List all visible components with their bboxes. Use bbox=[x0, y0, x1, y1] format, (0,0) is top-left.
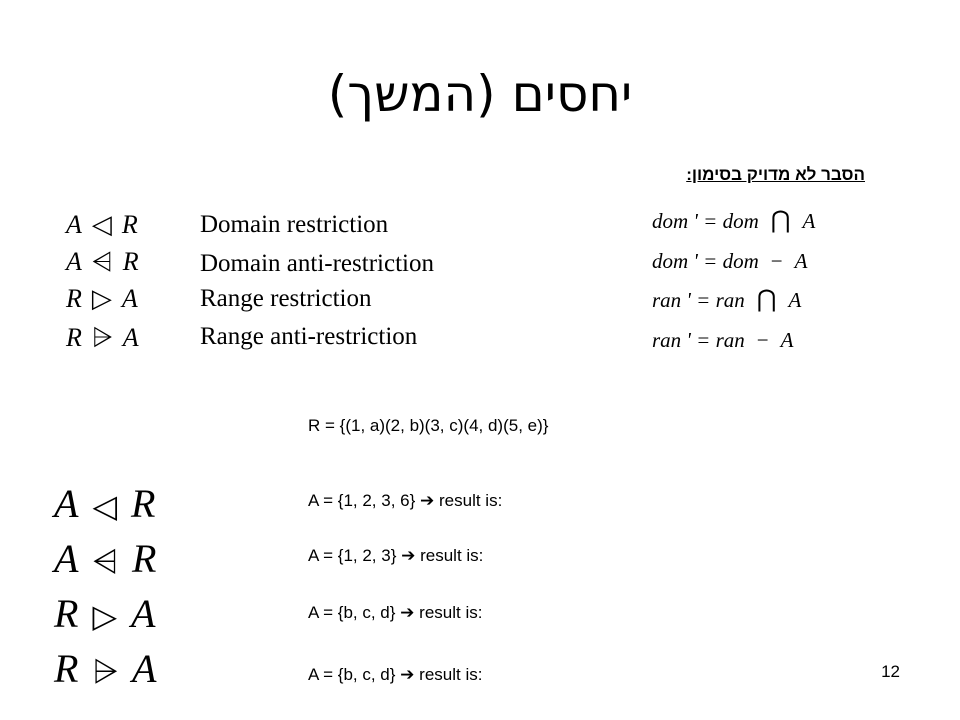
notation-note-label: הסבר לא מדויק בסימון: bbox=[686, 165, 865, 184]
exercise-symbol-domain-restriction: A ◁ R bbox=[54, 481, 156, 526]
arrow-right-icon: ➔ bbox=[401, 546, 416, 566]
formula-range-anti-restriction: ran ' = ran − A bbox=[652, 328, 794, 352]
arrow-right-icon: ➔ bbox=[400, 665, 415, 685]
operator-label-range-restriction: Range restriction bbox=[200, 285, 372, 312]
exercise-line-domain-restriction: A = {1, 2, 3, 6} ➔ result is: bbox=[308, 491, 503, 511]
page-number: 12 bbox=[881, 662, 900, 681]
exercise-symbol-domain-anti-restriction: A ⩤ R bbox=[54, 536, 157, 581]
operator-label-domain-anti-restriction: Domain anti-restriction bbox=[200, 250, 434, 277]
formula-domain-restriction: dom ' = dom ⋂ A bbox=[652, 208, 816, 234]
operator-symbol-range-anti-restriction: R ⩥ A bbox=[66, 323, 139, 353]
exercise-symbol-range-anti-restriction: R ⩥ A bbox=[54, 646, 157, 691]
operator-symbol-range-restriction: R ▷ A bbox=[66, 284, 138, 314]
range-restriction-glyph: ▷ bbox=[91, 284, 112, 314]
exercise-line-range-restriction: A = {b, c, d} ➔ result is: bbox=[308, 603, 483, 623]
operator-label-range-anti-restriction: Range anti-restriction bbox=[200, 323, 418, 350]
slide-title: יחסים (המשך) bbox=[327, 65, 633, 123]
exercise-symbol-range-restriction: R ▷ A bbox=[54, 591, 156, 636]
arrow-right-icon: ➔ bbox=[400, 603, 415, 623]
operator-symbol-domain-anti-restriction: A ⩤ R bbox=[66, 247, 139, 277]
formula-range-restriction: ran ' = ran ⋂ A bbox=[652, 287, 802, 313]
operator-symbol-domain-restriction: A ◁ R bbox=[66, 210, 138, 240]
exercise-line-domain-anti-restriction: A = {1, 2, 3} ➔ result is: bbox=[308, 546, 484, 566]
range-anti-restriction-glyph: ⩥ bbox=[91, 323, 113, 353]
operator-label-domain-restriction: Domain restriction bbox=[200, 211, 389, 238]
exercise-line-range-anti-restriction: A = {b, c, d} ➔ result is: bbox=[308, 665, 483, 685]
relation-definition: R = {(1, a)(2, b)(3, c)(4, d)(5, e)} bbox=[308, 416, 549, 435]
domain-restriction-glyph: ◁ bbox=[91, 210, 112, 240]
domain-anti-restriction-glyph: ⩤ bbox=[91, 247, 113, 277]
formula-domain-anti-restriction: dom ' = dom − A bbox=[652, 249, 808, 273]
arrow-right-icon: ➔ bbox=[420, 491, 435, 511]
